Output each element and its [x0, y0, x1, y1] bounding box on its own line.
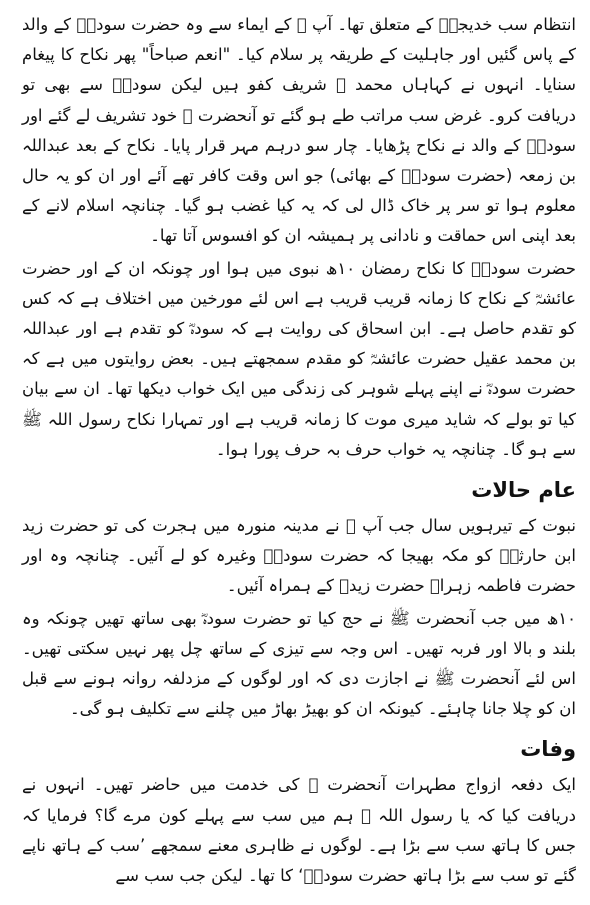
section-heading-death: وفات [520, 737, 576, 762]
paragraph-migration: نبوت کے تیرہویں سال جب آپ ﷺ نے مدینہ منورہ میں ہجرت کی تو حضرت زید ابن حارثہؓ کو مکہ بھیجا کہ حضرت سودہؓ وغیرہ کو لے آئیں۔ چنانچہ وہ اور حضرت فاطمہ زہراؓ حضرت زیدؓ کے ہمراہ آئیں۔ [22, 516, 576, 596]
paragraph-hajj: ۱۰ھ میں جب آنحضرت ﷺ نے حج کیا تو حضرت سودہؓ بھی ساتھ تھیں چونکہ وہ بلند و بالا اور فربہ تھیں۔ اس وجہ سے تیزی کے ساتھ چل پھر نہیں سکتی تھیں۔ اس لئے آنحضرت ﷺ نے اجازت دی کہ اور لوگوں کے مزدلفہ روانہ ہونے سے قبل ان کو چلا جانا چاہئے۔ کیونکہ ان کو بھیڑ بھاڑ میں چلنے سے تکلیف ہو گی۔ [22, 608, 576, 719]
paragraph-marriage-arrangement: انتظام سب خدیجہؓ کے متعلق تھا۔ آپ ﷺ کے ایماء سے وہ حضرت سودہؓ کے والد کے پاس گئیں اور جاہلیت کے طریقہ پر سلام کیا۔ "انعم صباحاً" پھر نکاح کا پیغام سنایا۔ انہوں نے کہاہاں محمد ﷺ شریف کفو ہیں لیکن سودہؓ سے بھی تو دریافت کرو۔ غرض سب مراتب طے ہو گئے تو آنحضرت ﷺ خود تشریف لے گئے اور سودہؓ کے والد نے نکاح پڑھایا۔ چار سو درہم مہر قرار پایا۔ نکاح کے بعد عبداللہ بن زمعہ (حضرت سودہؓ کے بھائی) جو اس وقت کافر تھے آئے اور ان کو یہ حال معلوم ہوا تو سر پر خاک ڈال لی کہ یہ کیا غضب ہو گیا۔ چنانچہ اسلام لانے کے بعد اپنی اس حماقت و نادانی پر ہمیشہ ان کو افسوس آتا تھا۔ [22, 15, 576, 246]
paragraph-longest-hand: ایک دفعہ ازواج مطہرات آنحضرت ﷺ کی خدمت میں حاضر تھیں۔ انہوں نے دریافت کیا کہ یا رسول اللہ ﷺ ہم میں سب سے پہلے کون مرے گا؟ فرمایا کہ جس کا ہاتھ سب سے بڑا ہے۔ لوگوں نے ظاہری معنے سمجھے ’سب کے ہاتھ ناپے گئے تو سب سے بڑا ہاتھ حضرت سودہؓ‘ کا تھا۔ لیکن جب سب سے [22, 775, 576, 886]
paragraph-marriage-date: حضرت سودہؓ کا نکاح رمضان ۱۰ھ نبوی میں ہوا اور چونکہ ان کے اور حضرت عائشہؓ کے نکاح کا زمانہ قریب قریب ہے اس لئے مورخین میں اختلاف ہے کہ کس کو تقدم حاصل ہے۔ ابن اسحاق کی روایت ہے کہ سودہؓ کو تقدم ہے اور عبداللہ بن محمد عقیل حضرت عائشہؓ کو مقدم سمجھتے ہیں۔ بعض روایتوں میں ہے کہ حضرت سودہؓ نے اپنے پہلے شوہر کی زندگی میں ایک خواب دیکھا تھا۔ ان سے بیان کیا تو بولے کہ شاید میری موت کا زمانہ قریب ہے اور تمہارا نکاح رسول اللہ ﷺ سے ہو گا۔ چنانچہ یہ خواب حرف بہ حرف پورا ہوا۔ [22, 258, 576, 459]
section-heading-general-conditions: عام حالات [471, 478, 576, 503]
